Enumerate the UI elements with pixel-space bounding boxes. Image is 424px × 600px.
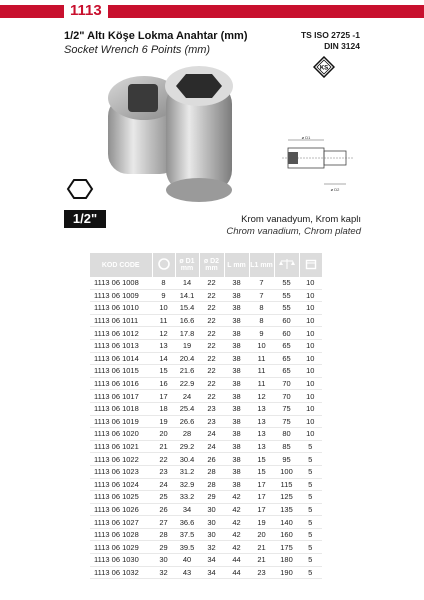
cell-size: 17: [152, 390, 175, 403]
cell-d1: 26.6: [175, 415, 199, 428]
cell-l1: 13: [249, 402, 274, 415]
cell-kod: 1113 06 1014: [90, 352, 152, 365]
header-d2: ø D2 mm: [199, 253, 224, 277]
cell-weight: 190: [274, 566, 299, 579]
cell-d2: 29: [199, 491, 224, 504]
cell-package: 5: [299, 528, 322, 541]
header-d1: ø D1 mm: [175, 253, 199, 277]
cell-weight: 115: [274, 478, 299, 491]
table-row: [90, 377, 322, 390]
cell-l1: 12: [249, 390, 274, 403]
cell-kod: 1113 06 1032: [90, 566, 152, 579]
cell-package: 5: [299, 554, 322, 567]
cell-l1: 23: [249, 566, 274, 579]
cell-l: 38: [224, 478, 249, 491]
cell-size: 12: [152, 327, 175, 340]
cell-l: 38: [224, 402, 249, 415]
cell-package: 10: [299, 277, 322, 289]
table-row: [90, 289, 322, 302]
cell-l1: 13: [249, 415, 274, 428]
cell-d2: 28: [199, 478, 224, 491]
cell-kod: 1113 06 1030: [90, 554, 152, 567]
cell-size: 30: [152, 554, 175, 567]
cell-package: 10: [299, 365, 322, 378]
cell-d1: 19: [175, 339, 199, 352]
table-row: [90, 465, 322, 478]
cell-weight: 55: [274, 277, 299, 289]
cell-kod: 1113 06 1020: [90, 428, 152, 441]
cell-l: 38: [224, 277, 249, 289]
cell-l1: 11: [249, 365, 274, 378]
cell-l: 38: [224, 440, 249, 453]
cell-d1: 28: [175, 428, 199, 441]
table-row: [90, 314, 322, 327]
cell-weight: 55: [274, 289, 299, 302]
cell-size: 28: [152, 528, 175, 541]
cell-d2: 22: [199, 365, 224, 378]
table-row: [90, 390, 322, 403]
cell-weight: 55: [274, 302, 299, 315]
cell-size: 16: [152, 377, 175, 390]
technical-drawing: [278, 134, 362, 194]
cell-l1: 13: [249, 428, 274, 441]
cell-package: 10: [299, 289, 322, 302]
cell-l1: 21: [249, 554, 274, 567]
cell-size: 25: [152, 491, 175, 504]
cell-size: 10: [152, 302, 175, 315]
cell-l1: 19: [249, 516, 274, 529]
cell-size: 27: [152, 516, 175, 529]
cell-weight: 60: [274, 314, 299, 327]
cell-kod: 1113 06 1021: [90, 440, 152, 453]
cell-d2: 32: [199, 541, 224, 554]
material-en: Chrom vanadium, Chrom plated: [226, 226, 361, 237]
cell-size: 24: [152, 478, 175, 491]
table-row: [90, 554, 322, 567]
cell-l: 38: [224, 289, 249, 302]
svg-text:KS: KS: [319, 65, 329, 72]
cell-l: 38: [224, 365, 249, 378]
cell-l: 38: [224, 352, 249, 365]
cell-weight: 70: [274, 390, 299, 403]
table-row: [90, 352, 322, 365]
table-row: [90, 327, 322, 340]
cell-kod: 1113 06 1017: [90, 390, 152, 403]
table-row: [90, 528, 322, 541]
cell-d1: 30.4: [175, 453, 199, 466]
product-title-en: Socket Wrench 6 Points (mm): [64, 44, 211, 56]
cell-l1: 9: [249, 327, 274, 340]
cell-l1: 15: [249, 465, 274, 478]
product-code: 1113: [64, 2, 108, 20]
cell-l1: 11: [249, 352, 274, 365]
cell-package: 5: [299, 440, 322, 453]
cell-d1: 15.4: [175, 302, 199, 315]
cell-d2: 22: [199, 302, 224, 315]
cell-kod: 1113 06 1011: [90, 314, 152, 327]
material-info: [226, 214, 361, 238]
socket-photo: [92, 62, 242, 218]
cell-size: 15: [152, 365, 175, 378]
cell-d1: 32.9: [175, 478, 199, 491]
cell-d2: 22: [199, 390, 224, 403]
cell-l1: 21: [249, 541, 274, 554]
cell-size: 22: [152, 453, 175, 466]
cell-d2: 22: [199, 277, 224, 289]
cell-l: 38: [224, 465, 249, 478]
cell-l: 38: [224, 415, 249, 428]
cell-l: 44: [224, 554, 249, 567]
cell-d1: 31.2: [175, 465, 199, 478]
scale-icon: [279, 258, 295, 270]
table-row: [90, 365, 322, 378]
cell-size: 8: [152, 277, 175, 289]
cell-d1: 22.9: [175, 377, 199, 390]
cell-package: 10: [299, 428, 322, 441]
standards: [301, 30, 360, 52]
hexagon-icon: [66, 178, 94, 200]
cell-l1: 11: [249, 377, 274, 390]
cell-l: 38: [224, 377, 249, 390]
header-package: [299, 253, 322, 277]
cell-d2: 30: [199, 528, 224, 541]
cell-l: 42: [224, 528, 249, 541]
cell-d1: 17.8: [175, 327, 199, 340]
cell-d1: 25.4: [175, 402, 199, 415]
table-row: [90, 516, 322, 529]
cell-l1: 7: [249, 277, 274, 289]
cell-d2: 22: [199, 352, 224, 365]
cell-size: 18: [152, 402, 175, 415]
cell-package: 10: [299, 352, 322, 365]
cell-d1: 33.2: [175, 491, 199, 504]
cell-weight: 65: [274, 365, 299, 378]
table-row: [90, 478, 322, 491]
cell-l1: 15: [249, 453, 274, 466]
cell-l1: 17: [249, 503, 274, 516]
cell-l: 38: [224, 390, 249, 403]
cell-kod: 1113 06 1022: [90, 453, 152, 466]
ks-logo-icon: [313, 56, 335, 78]
table-header-row: [90, 253, 322, 277]
cell-weight: 95: [274, 453, 299, 466]
cell-size: 23: [152, 465, 175, 478]
cell-package: 10: [299, 339, 322, 352]
cell-l: 38: [224, 327, 249, 340]
cell-d1: 40: [175, 554, 199, 567]
cell-package: 10: [299, 314, 322, 327]
table-row: [90, 503, 322, 516]
cell-d2: 23: [199, 402, 224, 415]
cell-l: 42: [224, 516, 249, 529]
cell-l: 42: [224, 541, 249, 554]
cell-weight: 70: [274, 377, 299, 390]
standard-iso: TS ISO 2725 -1: [300, 30, 360, 40]
cell-d1: 24: [175, 390, 199, 403]
cell-kod: 1113 06 1019: [90, 415, 152, 428]
cell-package: 10: [299, 302, 322, 315]
cell-size: 20: [152, 428, 175, 441]
cell-package: 10: [299, 402, 322, 415]
cell-size: 13: [152, 339, 175, 352]
cell-kod: 1113 06 1013: [90, 339, 152, 352]
cell-weight: 175: [274, 541, 299, 554]
cell-d2: 22: [199, 314, 224, 327]
cell-d1: 37.5: [175, 528, 199, 541]
cell-l: 44: [224, 566, 249, 579]
socket-size-icon: [157, 257, 171, 271]
table-row: [90, 453, 322, 466]
cell-l: 42: [224, 491, 249, 504]
cell-d2: 24: [199, 428, 224, 441]
cell-size: 9: [152, 289, 175, 302]
cell-package: 5: [299, 541, 322, 554]
table-row: [90, 491, 322, 504]
top-bar: [0, 0, 424, 22]
table-row: [90, 402, 322, 415]
table-row: [90, 415, 322, 428]
table-row: [90, 541, 322, 554]
cell-d1: 20.4: [175, 352, 199, 365]
cell-d2: 28: [199, 465, 224, 478]
cell-kod: 1113 06 1018: [90, 402, 152, 415]
cell-size: 14: [152, 352, 175, 365]
table-row: [90, 302, 322, 315]
cell-kod: 1113 06 1008: [90, 277, 152, 289]
cell-package: 10: [299, 327, 322, 340]
cell-l1: 13: [249, 440, 274, 453]
cell-package: 10: [299, 415, 322, 428]
cell-d2: 22: [199, 327, 224, 340]
header-kod: KOD CODE: [90, 253, 152, 277]
cell-weight: 180: [274, 554, 299, 567]
cell-weight: 135: [274, 503, 299, 516]
header-size: [152, 253, 175, 277]
cell-package: 10: [299, 377, 322, 390]
cell-weight: 140: [274, 516, 299, 529]
cell-d2: 23: [199, 415, 224, 428]
cell-d1: 36.6: [175, 516, 199, 529]
cell-l1: 20: [249, 528, 274, 541]
cell-package: 5: [299, 465, 322, 478]
cell-kod: 1113 06 1010: [90, 302, 152, 315]
cell-kod: 1113 06 1026: [90, 503, 152, 516]
cell-weight: 60: [274, 327, 299, 340]
cell-d2: 26: [199, 453, 224, 466]
cell-weight: 125: [274, 491, 299, 504]
cell-package: 5: [299, 503, 322, 516]
cell-kod: 1113 06 1028: [90, 528, 152, 541]
cell-kod: 1113 06 1027: [90, 516, 152, 529]
cell-l: 38: [224, 428, 249, 441]
cell-size: 32: [152, 566, 175, 579]
product-title-tr: 1/2" Altı Köşe Lokma Anahtar (mm): [64, 30, 248, 42]
cell-l: 38: [224, 302, 249, 315]
cell-weight: 65: [274, 339, 299, 352]
cell-l1: 8: [249, 314, 274, 327]
cell-package: 10: [299, 390, 322, 403]
cell-l1: 7: [249, 289, 274, 302]
spec-table: [90, 253, 322, 579]
cell-l: 38: [224, 453, 249, 466]
table-row: [90, 566, 322, 579]
cell-weight: 75: [274, 402, 299, 415]
header-l: L mm: [224, 253, 249, 277]
cell-kod: 1113 06 1024: [90, 478, 152, 491]
cell-weight: 85: [274, 440, 299, 453]
cell-d1: 21.6: [175, 365, 199, 378]
cell-d2: 22: [199, 377, 224, 390]
cell-l1: 17: [249, 491, 274, 504]
cell-d1: 34: [175, 503, 199, 516]
cell-l1: 8: [249, 302, 274, 315]
cell-package: 5: [299, 566, 322, 579]
drawing-label-d1: ø D1: [301, 135, 311, 140]
cell-d2: 22: [199, 339, 224, 352]
header-weight: [274, 253, 299, 277]
cell-weight: 100: [274, 465, 299, 478]
table-row: [90, 428, 322, 441]
cell-d2: 22: [199, 289, 224, 302]
material-tr: Krom vanadyum, Krom kaplı: [241, 214, 361, 225]
cell-d2: 30: [199, 516, 224, 529]
cell-weight: 80: [274, 428, 299, 441]
cell-l: 38: [224, 314, 249, 327]
cell-l: 38: [224, 339, 249, 352]
table-row: [90, 440, 322, 453]
cell-d2: 30: [199, 503, 224, 516]
cell-kod: 1113 06 1016: [90, 377, 152, 390]
table-row: [90, 339, 322, 352]
cell-kod: 1113 06 1025: [90, 491, 152, 504]
cell-kod: 1113 06 1023: [90, 465, 152, 478]
cell-weight: 160: [274, 528, 299, 541]
cell-size: 29: [152, 541, 175, 554]
cell-size: 11: [152, 314, 175, 327]
table-row: [90, 277, 322, 289]
cell-d1: 16.6: [175, 314, 199, 327]
cell-weight: 75: [274, 415, 299, 428]
drawing-label-d2: ø D2: [330, 187, 340, 192]
cell-package: 5: [299, 491, 322, 504]
cell-size: 21: [152, 440, 175, 453]
cell-package: 5: [299, 516, 322, 529]
header-l1: L1 mm: [249, 253, 274, 277]
cell-kod: 1113 06 1029: [90, 541, 152, 554]
cell-d2: 34: [199, 554, 224, 567]
cell-d2: 34: [199, 566, 224, 579]
cell-package: 5: [299, 453, 322, 466]
cell-d1: 14.1: [175, 289, 199, 302]
cell-kod: 1113 06 1012: [90, 327, 152, 340]
cell-weight: 65: [274, 352, 299, 365]
cell-package: 5: [299, 478, 322, 491]
cell-d1: 29.2: [175, 440, 199, 453]
cell-kod: 1113 06 1009: [90, 289, 152, 302]
cell-d1: 14: [175, 277, 199, 289]
cell-d2: 24: [199, 440, 224, 453]
cell-size: 26: [152, 503, 175, 516]
cell-d1: 43: [175, 566, 199, 579]
standard-din: DIN 3124: [324, 41, 360, 51]
cell-l1: 10: [249, 339, 274, 352]
cell-kod: 1113 06 1015: [90, 365, 152, 378]
cell-size: 19: [152, 415, 175, 428]
drive-size-badge: 1/2": [64, 210, 106, 228]
cell-l1: 17: [249, 478, 274, 491]
cell-d1: 39.5: [175, 541, 199, 554]
cell-l: 42: [224, 503, 249, 516]
box-icon: [305, 258, 317, 270]
